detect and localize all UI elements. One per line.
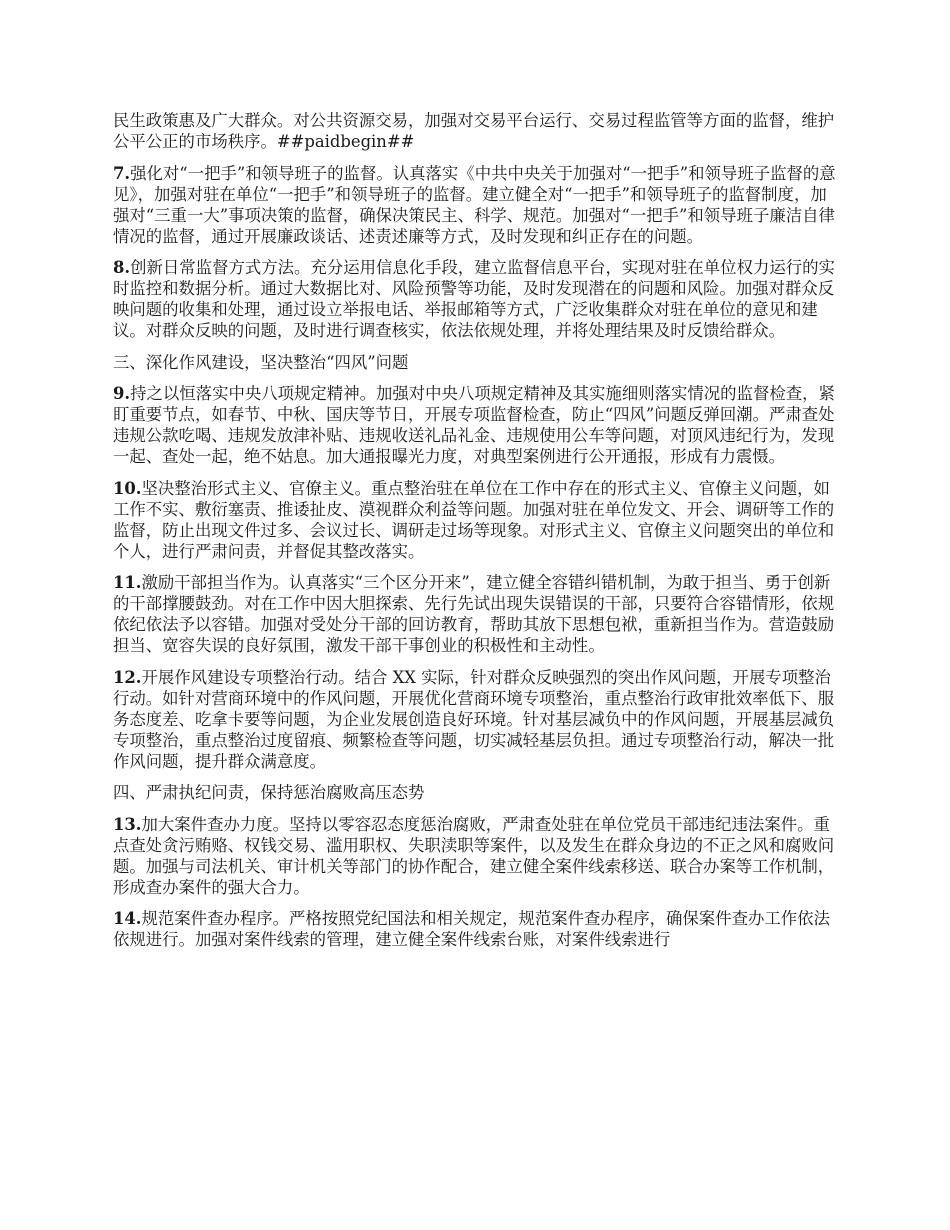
item-lead: 激励干部担当作为。	[141, 573, 290, 592]
item-number: 11.	[113, 573, 142, 592]
paragraph-item-7	[113, 163, 843, 247]
item-text: 认真落实“三个区分开来”，建立健全容错纠错机制，为敢于担当、勇于创新的干部撑腰鼓劲。对在工作中因大胆探索、先行先试出现失误错误的干部，只要符合容错情形，依规依纪依法予以容错。加强对受处分干部的回访教育，帮助其放下思想包袱，重新担当作为。营造鼓励担当、宽容失误的良好氛围，激发干部干事创业的积极性和主动性。	[113, 573, 835, 655]
paragraph-item-8	[113, 257, 843, 341]
item-number: 12.	[113, 667, 142, 687]
item-lead: 创新日常监督方式方法。	[130, 258, 311, 277]
item-number: 8.	[113, 258, 131, 277]
item-lead: 开展作风建设专项整治行动。	[141, 667, 355, 687]
item-lead: 加大案件查办力度。	[141, 814, 290, 834]
paragraph-item-9	[113, 383, 843, 467]
item-lead: 坚决整治形式主义、官僚主义。	[141, 478, 371, 498]
item-number: 14.	[113, 909, 142, 928]
item-text: 严格按照党纪国法和相关规定，规范案件查办程序，确保案件查办工作依法依规进行。加强对案件线索的管理，建立健全案件线索台账，对案件线索进行	[113, 909, 830, 949]
paragraph-item-11	[113, 572, 843, 656]
section-heading-4: 四、严肃执纪问责，保持惩治腐败高压态势	[113, 783, 425, 802]
item-lead: 规范案件查办程序。	[141, 909, 290, 928]
paragraph-item-14	[113, 908, 843, 950]
item-text: 坚持以零容忍态度惩治腐败，严肃查处驻在单位党员干部违纪违法案件。重点查处贪污贿赂、权钱交易、滥用职权、失职渎职等案件，以及发生在群众身边的不正之风和腐败问题。加强与司法机关、审计机关等部门的协作配合，建立健全案件线索移送、联合办案等工作机制，形成查办案件的强大合力。	[113, 814, 835, 897]
paragraph-item-13	[113, 814, 843, 898]
item-lead: 强化对“一把手”和领导班子的监督。	[130, 163, 393, 183]
item-text: 加强对中央八项规定精神及其实施细则落实情况的监督检查，紧盯重要节点，如春节、中秋、国庆等节日，开展专项监督检查，防止“四风”问题反弹回潮。严肃查处违规公款吃喝、违规发放津补贴、违规收送礼品礼金、违规使用公车等问题，对顶风违纪行为，发现一起、查处一起，绝不姑息。加大通报曝光力度，对典型案例进行公开通报，形成有力震慑。	[113, 384, 835, 466]
item-lead: 持之以恒落实中央八项规定精神。	[130, 384, 376, 403]
item-number: 13.	[113, 814, 142, 834]
paragraph-item-10	[113, 478, 843, 562]
item-number: 9.	[113, 384, 131, 403]
section-heading-3: 三、深化作风建设，坚决整治“四风”问题	[113, 352, 409, 372]
item-text: 重点整治驻在单位在工作中存在的形式主义、官僚主义问题，如工作不实、敷衍塞责、推诿扯皮、漠视群众利益等问题。加强对驻在单位发文、开会、调研等工作的监督，防止出现文件过多、会议过长、调研走过场等现象。对形式主义、官僚主义问题突出的单位和个人，进行严肃问责，并督促其整改落实。	[113, 478, 835, 561]
document-body	[113, 110, 843, 961]
item-text: 结合 XX 实际，针对群众反映强烈的突出作风问题，开展专项整治行动。如针对营商环境中的作风问题，开展优化营商环境专项整治，重点整治行政审批效率低下、服务态度差、吃拿卡要等问题，为企业发展创造良好环境。针对基层减负中的作风问题，开展基层减负专项整治，重点整治过度留痕、频繁检查等问题，切实减轻基层负担。通过专项整治行动，解决一批作风问题，提升群众满意度。	[113, 667, 835, 771]
paragraph-item-12	[113, 667, 843, 772]
item-number: 10.	[113, 478, 142, 498]
item-text: 认真落实《中共中央关于加强对“一把手”和领导班子监督的意见》，加强对驻在单位“一把手”和领导班子的监督。建立健全对“一把手”和领导班子的监督制度，加强对“三重一大”事项决策的监督，确保决策民主、科学、规范。加强对“一把手”和领导班子廉洁自律情况的监督，通过开展廉政谈话、述责述廉等方式，及时发现和纠正存在的问题。	[113, 163, 836, 246]
item-text: 充分运用信息化手段，建立监督信息平台，实现对驻在单位权力运行的实时监控和数据分析。通过大数据比对、风险预警等功能，及时发现潜在的问题和风险。加强对群众反映问题的收集和处理，通过设立举报电话、举报邮箱等方式，广泛收集群众对驻在单位的意见和建议。对群众反映的问题，及时进行调查核实，依法依规处理，并将处理结果及时反馈给群众。	[113, 258, 835, 340]
paragraph-intro: 民生政策惠及广大群众。对公共资源交易，加强对交易平台运行、交易过程监管等方面的监督，维护公平公正的市场秩序。##paidbegin##	[113, 111, 835, 151]
item-number: 7.	[113, 163, 131, 183]
